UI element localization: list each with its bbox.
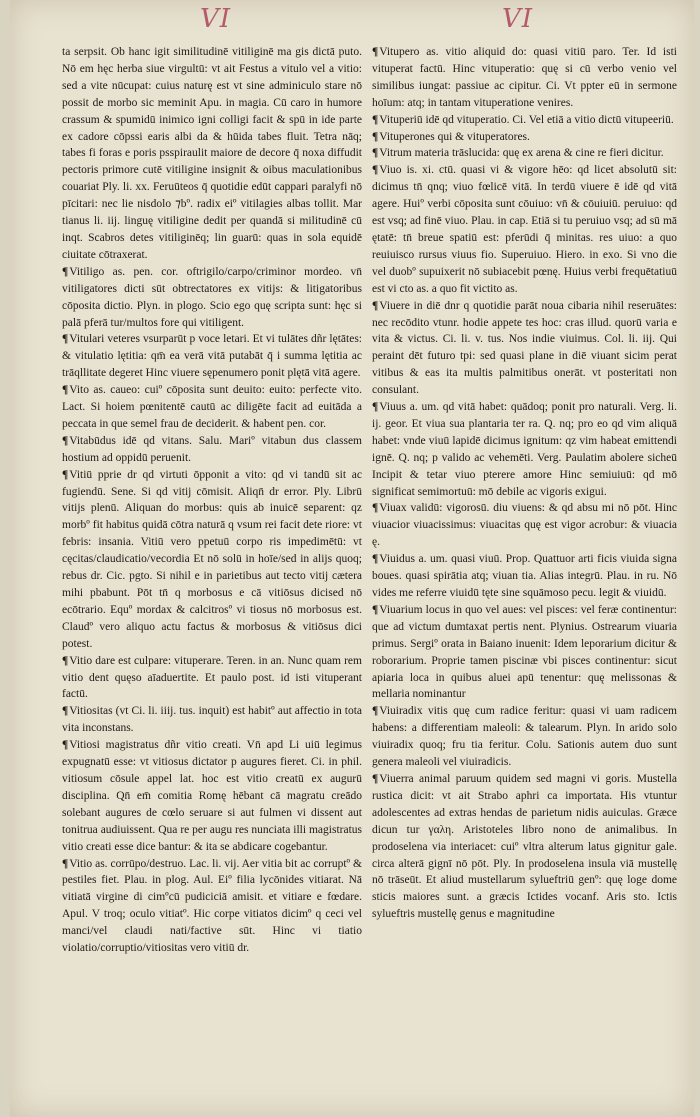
entry-vitio-as: ¶Vitio as. corrūpo/destruo. Lac. li. vij. Aer vitia bit ac corruptº & pestiles fiet. Plau. in plog. Aul. Eiº filia lycōnides vitiarat. Nā vitiatā virgine di cimºcū pudiciciā amisit. et vitiare e fœdare. Apul. V troq; oculo vitiatº. Hic corpe vitiatos dicimº q ceci vel manci/vel claudi nati/factive sūt. Hinc vi tiatio violatio/corruptio/vitiositas vero vitiū dr. [62,857,362,955]
entry-viuerra: ¶Viuerra animal paruum quidem sed magni vi goris. Mustella rustica dicit: vt ait Strabo aphri ca importata. His vtuntur adolescentes ad extras hendas de parietum nidis auiculas. Græce dicun tur γαλη. Aristoteles libro nono de animalibus. In prodoselena via interiacet: cuiº vltra alterum latus gignitur gale. circa alterā gignī nō pōt. Ply. In prodoselena insula viā mustellę nō trāseūt. Et aliud mustellarum sylueftriū genº: quę loge dome sticis maiores sunt. a græcis Ictides vocanf. Aris sto. Ictis sylueftris mustellę genus e magnitudine [372,772,677,921]
entry-viuidus: ¶Viuidus a. um. quasi viuū. Prop. Quattuor arti ficis viuida signa boues. quasi spirātia atq; viuan tia. Alias integrū. Plau. in ru. Nō vides me referre viuidū tęte sine squāmoso pecu. legit & viuidū. [372,553,677,599]
entry-vito: ¶Vito as. caueo: cuiº cōposita sunt deuito: euito: perfecte vito. Lact. Si hoiem pœnitentē cautū ac diligēte facit ad euitāda a peccata in que semel frau de deciderit. & habent pen. cor. [62,384,362,430]
text-column-left [62,44,362,957]
entry-vitiositas: ¶Vitiositas (vt Ci. li. iiij. tus. inquit) est habitº aut affectio in tota vita inconstans. [62,705,362,735]
entry-vituperium: ¶Vituperiū idē qd vituperatio. Ci. Vel etiā a vitio dictū vitupeeriū. [372,113,674,126]
pilcrow-icon: ¶ [62,468,69,481]
text-column-right [372,44,677,923]
pilcrow-icon: ¶ [372,299,379,312]
entry-viuo: ¶Viuo is. xi. ctū. quasi vi & vigore hēo: qd licet absolutū sit: dicimus tn̄ qnq; viuo fœlicē vitā. In terdū viuere ē idē qd vitā agere. Huiº verbi cōposita sunt cōuiuo: vn̄ & cōuiuiū. peruiuo: qd est vsq; ad finē viuo. Plau. in cap. Etiā si tu peruiuo vsq; ad sū mā ętatē: tn̄ breue spatiū est: pferūdi q̄ minitas. res uiuo: a quo reuiuisco rursus viuus fio. Superuiuo. Hiero. in exo. Si vno die vel duobº supuixerit nō subiacebit pœnę. Huius verbi frequētatiuū est vi cto as. a quo fit victito as. [372,164,677,295]
book-page [10,0,694,1117]
entry-vitium: ¶Vitiū pprie dr qd virtuti ōpponit a vito: qd vi tandū sit ac fugiendū. Sene. Si qd vitij cōmisit. Aliqn̄ dr error. Ply. Librū vitijs plenū. Aliquan do morbus: quis ab inuicē separent: qz morbº fit habitus quidā cōtra naturā q vsum rei facit dete riore: vt febris: insania. Vitiū vero ppetuū corpo ris impedimētū: vt cęcitas/claudicatio/vecordia Et nō solū in hoīe/sed in alijs quoq; rebus dr. Cic. pgto. Si nihil e in parietibus aut tecto vitij cætera mihi pbabunt. Pōt tn̄ q morbosus e cā vitiōsus dicised nō ecōtrario. Equº mordax & calcitrosº vi tiosus nō morbosus est. Claudº vero aliquo actu factus & morbosus & vitiōsus dici potest. [62,468,362,650]
entry-vitio-dare: ¶Vitio dare est culpare: vituperare. Teren. in an. Nunc quam rem vitio dent quęso aīaduertite. Et paulo post. id isti vituperant factū. [62,654,362,701]
pilcrow-icon: ¶ [372,46,379,58]
entry-vitabundus: ¶Vitabūdus idē qd vitans. Salu. Mariº vitabun dus classem hostium ad oppidū peruenit. [62,434,362,464]
entry-vitulari: ¶Vitulari veteres vsurparūt p voce letari. Et vi tulātes dñr lętātes: & vitulatio lętitia: qm̄ ea verā vitā putabāt q̄ i summa lętitia ac trāqllitate degeret Hinc viuere sępenumero ponit plętā vitā agere. [62,333,362,380]
pilcrow-icon: ¶ [62,705,69,718]
pilcrow-icon: ¶ [62,739,69,752]
entry-viuiradix: ¶Viuiradix vitis quę cum radice feritur: quasi vi uam radicem habens: a differentiam maleoli: & talearum. Plyn. In arido solo viuiradix quoq; fru tia feritur. Colu. Sationis autem duo sunt genera maleoli vel viuiradicis. [372,705,677,769]
entry-vituperones: ¶Vituperones qui & vituperatores. [372,130,530,143]
pilcrow-icon: ¶ [372,164,379,177]
entry-viuere-in-diem: ¶Viuere in diē dnr q quotidie parāt noua cibaria nihil reseruātes: nec recōdito vtunr. hodie appete tes hoc: cras illud. quorū varia e vita & victus. Ci. li. v. tus. Nos indie viuimus. Col. li. iij. Qui peraint dēt futuro tpi: sed quasi plane in diē viuant sicim perat vitibus & eas ita multis palmitibus onerāt. vt posteritati non consulant. [372,299,677,397]
pilcrow-icon: ¶ [62,384,69,397]
pilcrow-icon: ¶ [62,857,69,870]
folio-number-left: VI [200,4,232,34]
pilcrow-icon: ¶ [372,502,379,515]
entry-viuax: ¶Viuax validū: vigorosū. diu viuens: & qd absu mi nō pōt. Hinc viuacior viuacissimus: viuacitas quę est vigor acrobur: & viuacia ę. [372,502,677,549]
pilcrow-icon: ¶ [62,654,69,667]
pilcrow-icon: ¶ [62,434,69,447]
pilcrow-icon: ¶ [62,265,69,278]
pilcrow-icon: ¶ [62,333,69,346]
pilcrow-icon: ¶ [372,130,379,143]
pilcrow-icon: ¶ [372,705,379,718]
folio-number-right: VI [502,4,534,34]
paragraph-continuation: ta serpsit. Ob hanc igit similitudinē vitiliginē ma gis dictā puto. Nō em hęc herba siue virgultū: vt ait Festus a vitulo vel a vitio: sed a vite nūcupat: cuius naturę est vt sine adminiculo stare nō possit de morbo sic meminit Apu. in magia. Cū caro in humore crassum & spumidū inimico igni colligi facit & spū in ide parte ex cadore cōpssi earis albi da & hūida tabes fluit. Tetra nāq; tabes fi foras e poris psspiraulit maiore de decore q̄ noxa diffudit pectoris primore cutē vitiligine insignit & oibus maculationibus couariat Ply. li. xx. Feruūteos q̄ quotidie edūt cappari paralyfi nō pīcitari: nec lie nisdolo ⁊bº. radix eiº vitilagies albas tollit. Mar tianus li. iij. linguę vitiligine dedit per quandā si militudinē cū inqt. Scabros detes vitiliginēq; lin guarū: quas in sola equidē ciuitate cōtraxerat. [62,46,362,261]
pilcrow-icon: ¶ [372,401,379,414]
pilcrow-icon: ¶ [372,553,379,566]
entry-viuarium: ¶Viuarium locus in quo vel aues: vel pisces: vel feræ continentur: que ad victum dumtaxat pertis nent. Plynius. Ostrearum viuaria primus. Sergiº orata in Baiano inuenit: Idem leporarium dicitur & roborarium. Proprie tamen piscinæ vbi pisces continentur: sicut apiaria loca in quibus aluei apū tenentur: quę melissonas & mellaria nominantur [372,603,677,701]
entry-vitiligo: ¶Vitiligo as. pen. cor. oftrigilo/carpo/criminor mordeo. vn̄ vitiligatores dicti sūt obtrectatores ex vitijs: & litigatoribus cōposita dictio. Plyn. in plogo. Scio ego quę scripta sunt: hęc si palā pferā tur/multos fore qui vitiligent. [62,265,362,329]
pilcrow-icon: ¶ [372,603,379,616]
entry-vitrum: ¶Vitrum materia trāslucida: quę ex arena & cine re fieri dicitur. [372,147,664,160]
entry-vitiosi-magistratus: ¶Vitiosi magistratus dñr vitio creati. Vn̄ apd Li uiū legimus expugnatū esse: vt vitiosus dictator p augures fieret. Ci. in phil. vitiosum cōsule appel lat. hoc est vitio creatū ex augurū disciplina. Qn̄ em̄ comitia Romę hēbant cā magratu creādo solebant augures de cœlo seruare si aut fulmen vi dissent aut tonitrua audiuissent. Qua re per augu res nunciata illi magistratus vitio creati esse dice bantur: & ita se abdicare cogebantur. [62,739,362,853]
entry-vitupero: ¶Vitupero as. vitio aliquid do: quasi vitiū paro. Ter. Id isti vituperat factū. Hinc vituperatio: quę si cū verbo venio vel similibus iungat: passiue ac cipitur. Ci. Vt ppter eū in sermone hoīum: atq; in tantam vituperatione venires. [372,46,677,109]
pilcrow-icon: ¶ [372,147,379,160]
pilcrow-icon: ¶ [372,772,379,785]
entry-viuus: ¶Viuus a. um. qd vitā habet: quādoq; ponit pro naturali. Verg. li. ij. geor. Et viua sua plantaria ter ra. Q. nq; pro eo qd vim aliquā habet: vnde viuū lapidē dicimus ignitum: qz vim habeat emittendi ignē. Q. nq; p valido ac vehemēti. Verg. Paulatim abolere sicheū Incipit & tetar viuo pterere amore Hinc semiuiuū: qd mō significat semimortuū: mō debile ac vigoris exigui. [372,401,677,498]
pilcrow-icon: ¶ [372,113,379,126]
